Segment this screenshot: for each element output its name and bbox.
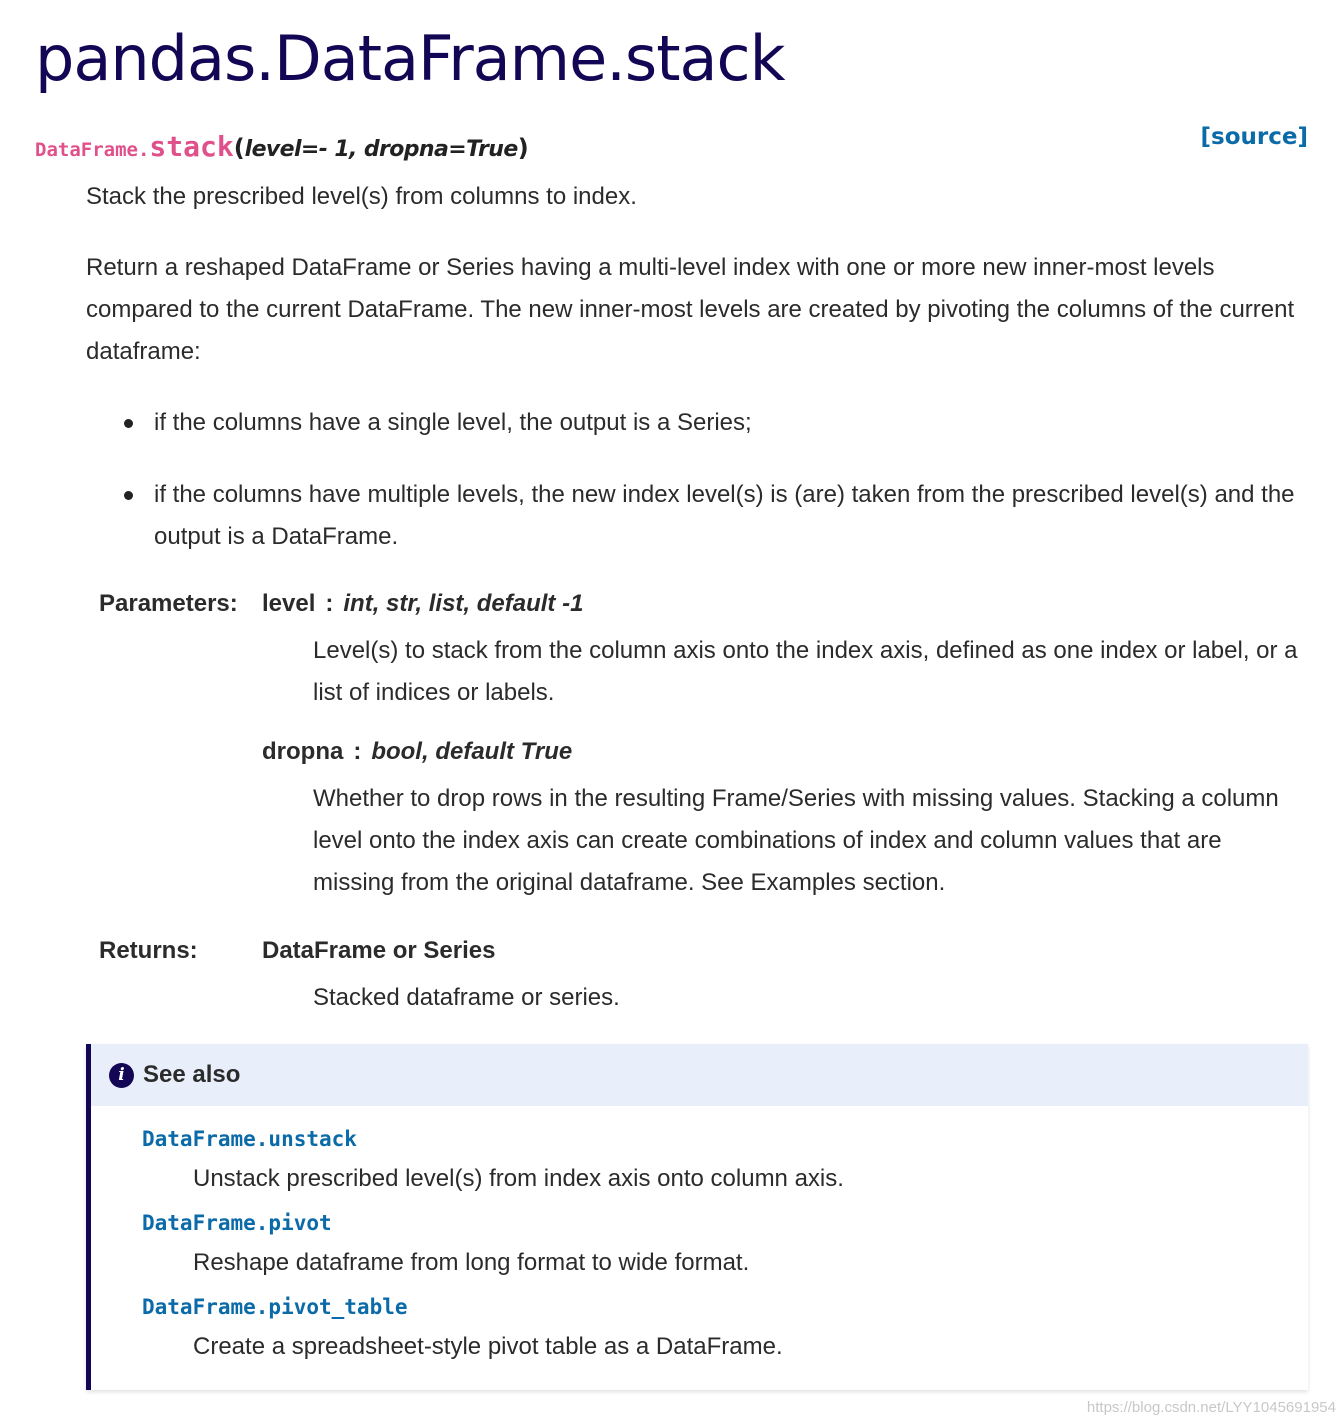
returns-description: Stacked dataframe or series. bbox=[313, 984, 620, 1011]
param-type: int, str, list, default -1 bbox=[343, 590, 584, 617]
info-icon: i bbox=[109, 1063, 134, 1088]
extended-summary-text: Return a reshaped DataFrame or Series having a multi-level index with one or more new inner-most levels compared to the current DataFrame. The new inner-most levels are created by pivoting the columns of the current dataframe: bbox=[86, 254, 1295, 365]
signature-class-prefix: DataFrame. bbox=[35, 139, 150, 161]
signature-function-name: stack bbox=[149, 130, 234, 163]
see-also-link-pivot[interactable]: DataFrame.pivot bbox=[142, 1211, 332, 1235]
param-name: level bbox=[262, 590, 316, 617]
param-name: dropna bbox=[262, 738, 344, 765]
param-type: bool, default True bbox=[371, 738, 573, 765]
param-dropna-header bbox=[262, 732, 572, 772]
param-level-description: Level(s) to stack from the column axis onto the index axis, defined as one index or label, or a list of indices or labels. bbox=[313, 637, 1298, 706]
param-colon: : bbox=[353, 738, 362, 765]
parameters-label: Parameters: bbox=[99, 590, 238, 617]
see-also-desc-pivot: Reshape dataframe from long format to wide format. bbox=[193, 1249, 750, 1276]
signature-params: level=- 1, dropna=True bbox=[244, 137, 518, 162]
summary-text: Stack the prescribed level(s) from columns to index. bbox=[86, 183, 637, 210]
param-colon: : bbox=[325, 590, 334, 617]
returns-label: Returns: bbox=[99, 937, 198, 964]
bullet-icon bbox=[124, 491, 133, 500]
watermark: https://blog.csdn.net/LYY1045691954 bbox=[1086, 1399, 1336, 1416]
returns-type bbox=[262, 931, 495, 971]
see-also-admonition bbox=[86, 1044, 1308, 1390]
param-dropna-description: Whether to drop rows in the resulting Frame/Series with missing values. Stacking a column level onto the index axis can create combinations of index and column values that are missing from the original dataframe. See Examples section. bbox=[313, 785, 1279, 896]
list-item bbox=[86, 474, 1316, 558]
function-signature bbox=[35, 128, 529, 169]
see-also-link-unstack[interactable]: DataFrame.unstack bbox=[142, 1127, 357, 1151]
signature-open-paren: ( bbox=[233, 134, 245, 162]
returns-type-text: DataFrame or Series bbox=[262, 937, 496, 964]
page-title: pandas.DataFrame.stack bbox=[35, 22, 785, 95]
see-also-desc-unstack: Unstack prescribed level(s) from index axis onto column axis. bbox=[193, 1165, 844, 1192]
output-rules-list bbox=[86, 402, 1316, 588]
see-also-header bbox=[91, 1044, 1308, 1106]
list-item bbox=[86, 402, 1316, 444]
signature-close-paren: ) bbox=[517, 134, 529, 162]
see-also-title: See also bbox=[143, 1061, 241, 1088]
param-level-header bbox=[262, 584, 583, 624]
list-item-text: if the columns have a single level, the output is a Series; bbox=[154, 409, 752, 436]
source-link[interactable]: [source] bbox=[1200, 124, 1308, 150]
list-item-text: if the columns have multiple levels, the new index level(s) is (are) taken from the prescribed level(s) and the output is a DataFrame. bbox=[154, 481, 1295, 550]
bullet-icon bbox=[124, 419, 133, 428]
see-also-desc-pivot-table: Create a spreadsheet-style pivot table as a DataFrame. bbox=[193, 1333, 783, 1360]
see-also-link-pivot-table[interactable]: DataFrame.pivot_table bbox=[142, 1295, 408, 1319]
